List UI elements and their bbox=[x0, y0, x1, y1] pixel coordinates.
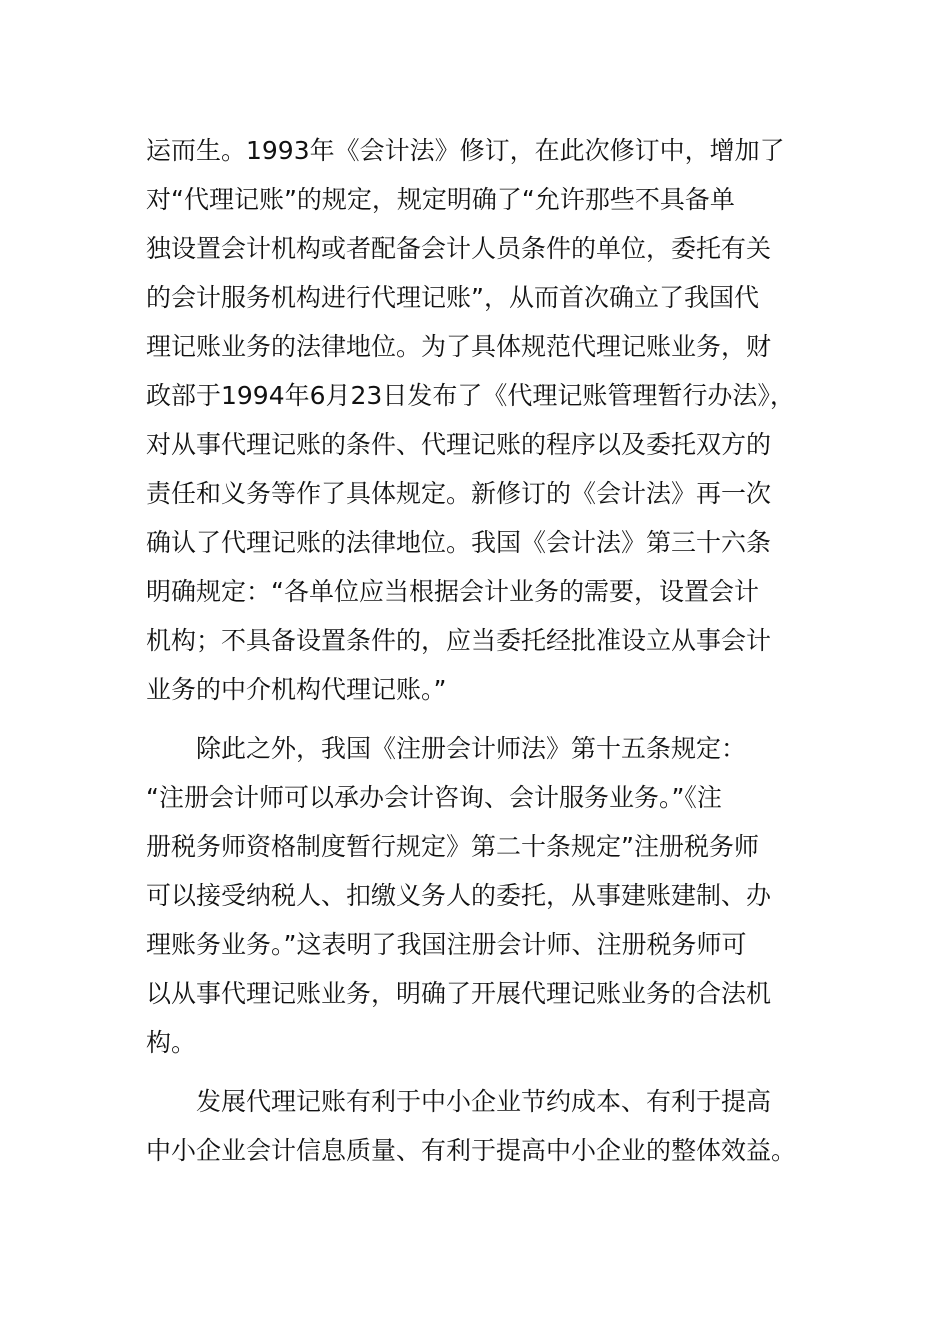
text-line: 政部于1994年6月23日发布了《代理记账管理暂行办法》， bbox=[146, 381, 795, 410]
text-line: 中小企业会计信息质量、有利于提高中小企业的整体效益。 bbox=[146, 1136, 797, 1165]
text-line: 可以接受纳税人、扣缴义务人的委托，从事建账建制、办 bbox=[146, 881, 772, 910]
text-line: 发展代理记账有利于中小企业节约成本、有利于提高 bbox=[196, 1087, 772, 1116]
text-line: 机构；不具备设置条件的，应当委托经批准设立从事会计 bbox=[146, 626, 772, 655]
paragraph-spacing bbox=[146, 1067, 826, 1077]
text-line: 理记账业务的法律地位。为了具体规范代理记账业务，财 bbox=[146, 332, 772, 361]
text-line: 理账务业务。”这表明了我国注册会计师、注册税务师可 bbox=[146, 930, 747, 959]
text-line: 对“代理记账”的规定，规定明确了“允许那些不具备单 bbox=[146, 185, 735, 214]
text-line: “注册会计师可以承办会计咨询、会计服务业务。”《注 bbox=[146, 783, 722, 812]
text-line: 确认了代理记账的法律地位。我国《会计法》第三十六条 bbox=[146, 528, 772, 557]
text-line: 除此之外，我国《注册会计师法》第十五条规定： bbox=[196, 734, 747, 763]
text-line: 独设置会计机构或者配备会计人员条件的单位，委托有关 bbox=[146, 234, 772, 263]
text-line: 以从事代理记账业务，明确了开展代理记账业务的合法机 bbox=[146, 979, 772, 1008]
paragraph-3 bbox=[146, 1077, 826, 1175]
paragraph-1 bbox=[146, 126, 826, 714]
paragraph-2 bbox=[146, 724, 826, 1067]
text-line: 对从事代理记账的条件、代理记账的程序以及委托双方的 bbox=[146, 430, 772, 459]
text-line: 册税务师资格制度暂行规定》第二十条规定”注册税务师 bbox=[146, 832, 759, 861]
text-line: 的会计服务机构进行代理记账”，从而首次确立了我国代 bbox=[146, 283, 759, 312]
text-line: 责任和义务等作了具体规定。新修订的《会计法》再一次 bbox=[146, 479, 772, 508]
text-line: 构。 bbox=[146, 1028, 197, 1057]
text-line: 业务的中介机构代理记账。” bbox=[146, 675, 447, 704]
text-line: 运而生。1993年《会计法》修订，在此次修订中，增加了 bbox=[146, 136, 785, 165]
document-body bbox=[146, 126, 826, 1175]
text-line: 明确规定：“各单位应当根据会计业务的需要，设置会计 bbox=[146, 577, 759, 606]
paragraph-spacing bbox=[146, 714, 826, 724]
